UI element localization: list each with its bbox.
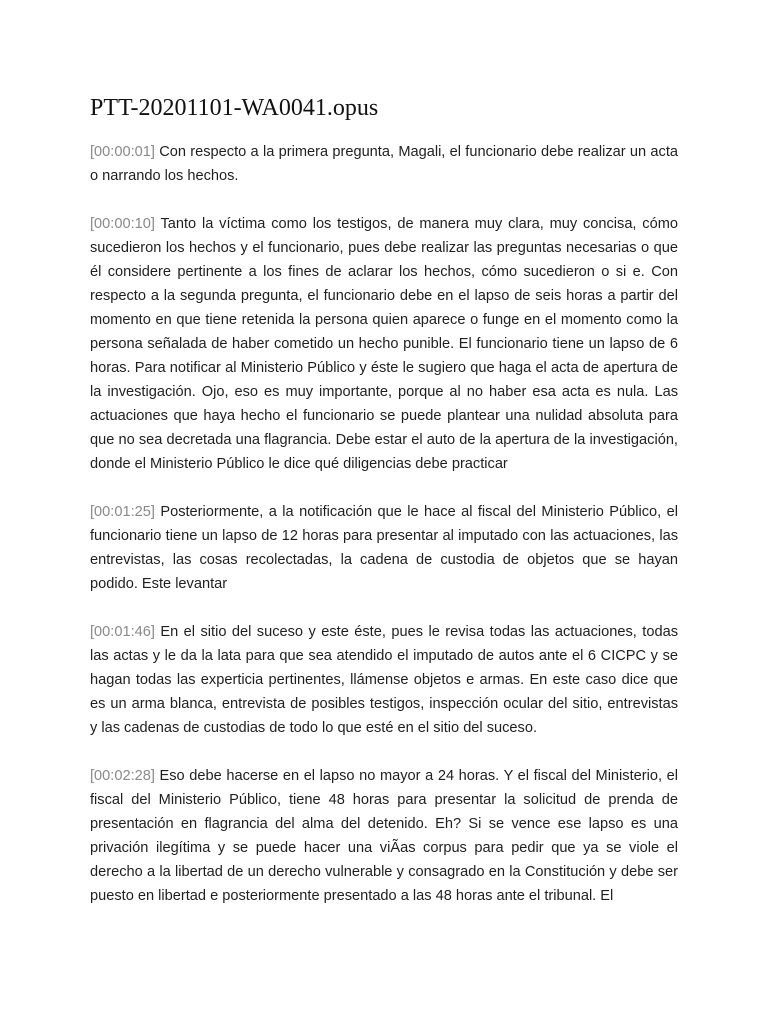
paragraph-text: En el sitio del suceso y este éste, pues le revisa todas las actuaciones, todas las actas y le da la lata para que sea atendido el imputado de autos ante el 6 CICPC y se hagan todas las experticia pertinentes, llámense objetos e armas. En este caso dice que es un arma blanca, entrevista de posibles testigos, inspección ocular del sitio, entrevistas y las cadenas de custodias de todo lo que esté en el sitio del suceso.	[90, 624, 678, 736]
transcript-paragraph	[90, 500, 678, 596]
transcript-paragraph	[90, 764, 678, 908]
transcript-paragraph	[90, 620, 678, 740]
document-page	[90, 95, 678, 932]
paragraph-text: Eso debe hacerse en el lapso no mayor a 24 horas. Y el fiscal del Ministerio, el fiscal del Ministerio Público, tiene 48 horas para presentar la solicitud de prenda de presentación en flagrancia del alma del detenido. Eh? Si se vence ese lapso es una privación ilegítima y se puede hacer una viÃas corpus para pedir que ya se viole el derecho a la libertad de un derecho vulnerable y consagrado en la Constitución y debe ser puesto en libertad e posteriormente presentado a las 48 horas ante el tribunal. El	[90, 768, 678, 904]
timestamp: [00:00:01]	[90, 144, 155, 160]
transcript-paragraph	[90, 140, 678, 188]
timestamp: [00:01:25]	[90, 504, 155, 520]
transcript-paragraph	[90, 212, 678, 476]
paragraph-text: Con respecto a la primera pregunta, Magali, el funcionario debe realizar un acta o narrando los hechos.	[90, 144, 678, 184]
timestamp: [00:02:28]	[90, 768, 155, 784]
paragraph-text: Posteriormente, a la notificación que le hace al fiscal del Ministerio Público, el funcionario tiene un lapso de 12 horas para presentar al imputado con las actuaciones, las entrevistas, las cosas recolectadas, la cadena de custodia de objetos que se hayan podido. Este levantar	[90, 504, 678, 592]
paragraph-text: Tanto la víctima como los testigos, de manera muy clara, muy concisa, cómo sucedieron los hechos y el funcionario, pues debe realizar las preguntas necesarias o que él considere pertinente a los fines de aclarar los hechos, cómo sucedieron o si e. Con respecto a la segunda pregunta, el funcionario debe en el lapso de seis horas a partir del momento en que tiene retenida la persona quien aparece o funge en el momento como la persona señalada de haber cometido un hecho punible. El funcionario tiene un lapso de 6 horas. Para notificar al Ministerio Público y éste le sugiero que haga el acta de apertura de la investigación. Ojo, eso es muy importante, porque al no haber esa acta es nula. Las actuaciones que haya hecho el funcionario se puede plantear una nulidad absoluta para que no sea decretada una flagrancia. Debe estar el auto de la apertura de la investigación, donde el Ministerio Público le dice qué diligencias debe practicar	[90, 216, 678, 472]
timestamp: [00:01:46]	[90, 624, 155, 640]
timestamp: [00:00:10]	[90, 216, 155, 232]
document-title: PTT-20201101-WA0041.opus	[90, 95, 379, 121]
